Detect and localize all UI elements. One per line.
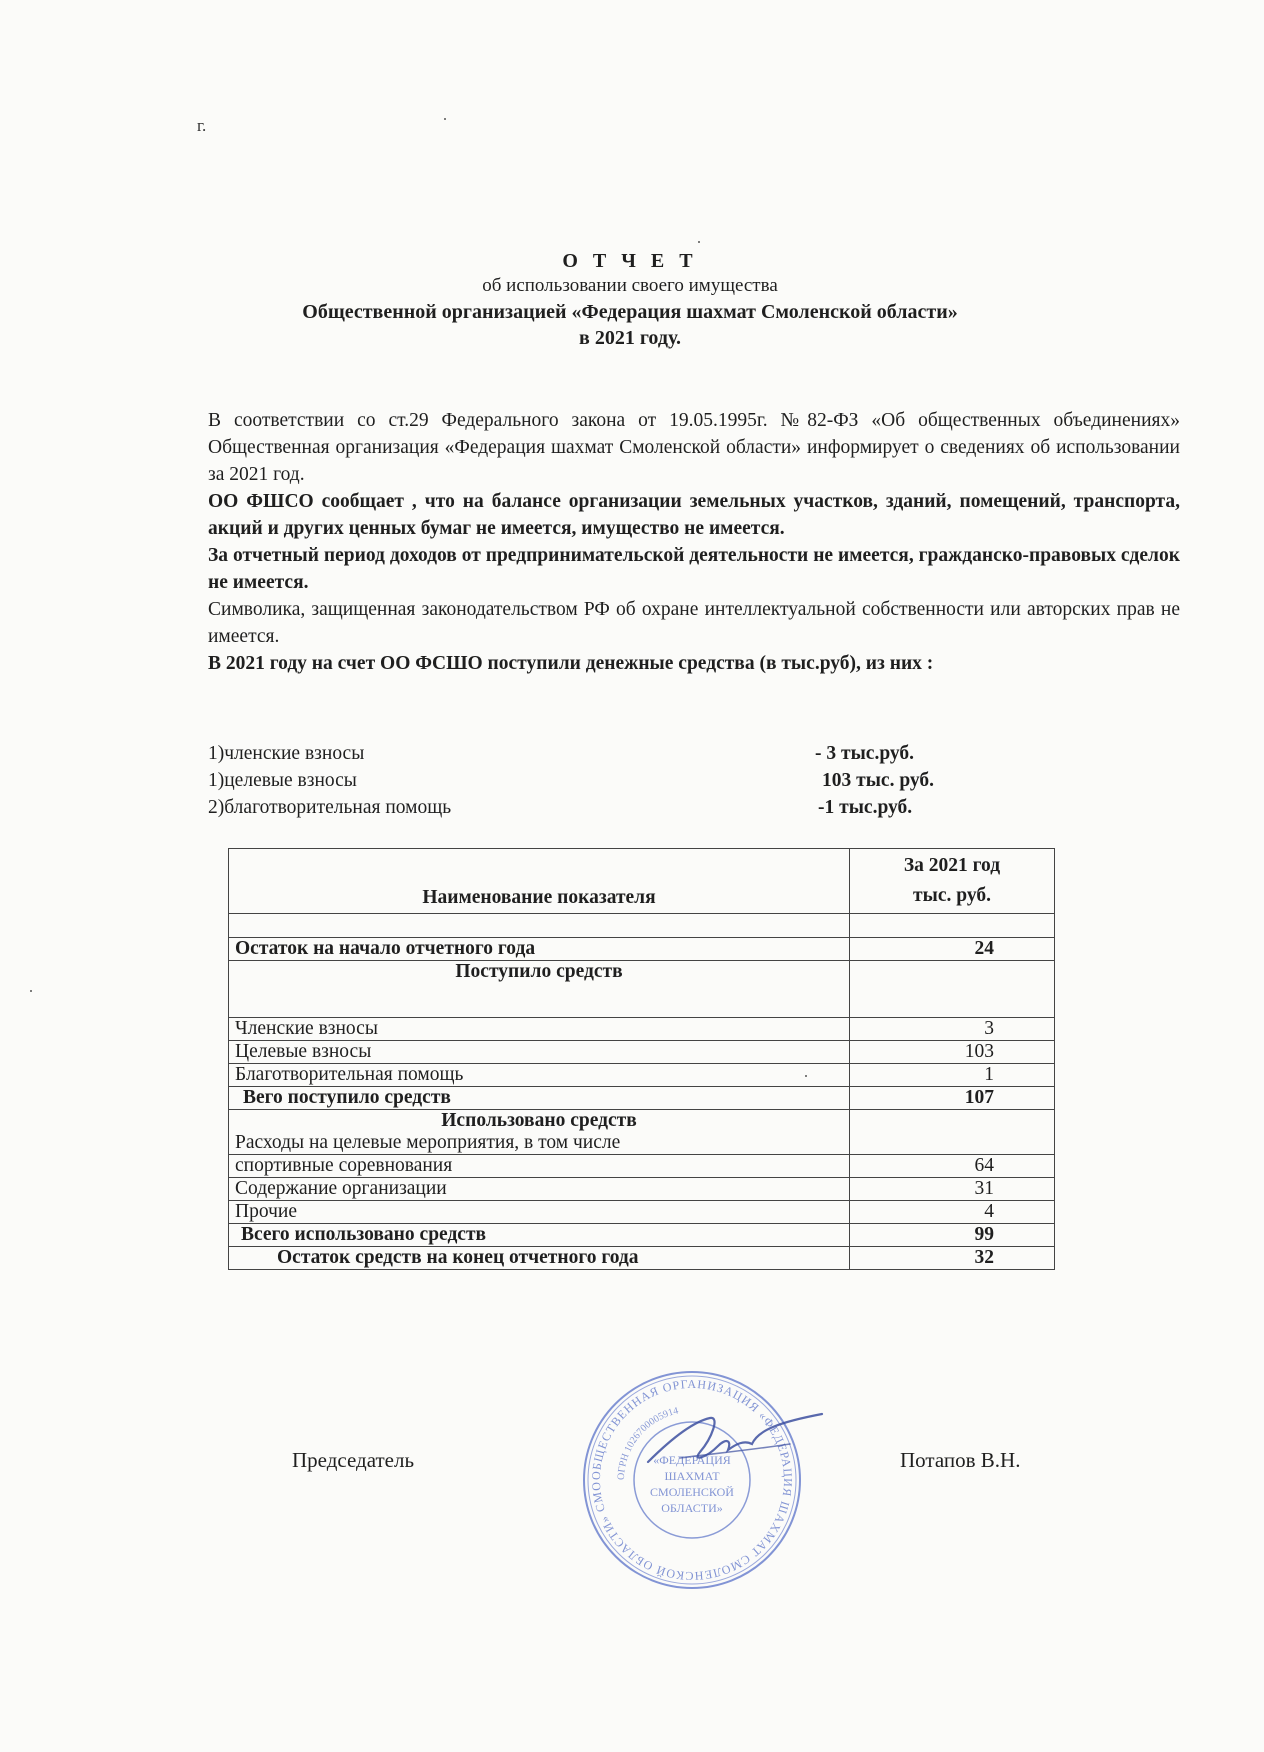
stamp-center-4: ОБЛАСТИ»	[661, 1501, 723, 1515]
stamp-outer-text: ОБЩЕСТВЕННАЯ ОРГАНИЗАЦИЯ «ФЕДЕРАЦИЯ ШАХМАТ СМОЛЕНСКОЙ ОБЛАСТИ» СМО	[588, 1376, 796, 1584]
row-value: 24	[850, 938, 1055, 961]
paragraph-legal-basis: В соответствии со ст.29 Федерального закона от 19.05.1995г. №82-ФЗ «Об общественных объединениях» Общественная организация «Федерация шахмат Смоленской области» информирует о сведениях об использовании за 2021 год.	[208, 410, 1180, 485]
row-label: Всего использовано средств	[229, 1224, 850, 1247]
paragraph-funds: В 2021 году на счет ОО ФСШО поступили денежные средства (в тыс.руб), из них :	[208, 653, 934, 674]
row-value: 103	[850, 1041, 1055, 1064]
table-header-row	[229, 849, 1055, 914]
title-line-3: в 2021 году.	[579, 327, 681, 349]
scan-speck	[30, 990, 32, 992]
table-section-row	[229, 961, 1055, 1018]
row-value: 99	[850, 1224, 1055, 1247]
row-value: 64	[850, 1155, 1055, 1178]
stamp-center-1: «ФЕДЕРАЦИЯ	[653, 1453, 731, 1467]
table-row	[229, 938, 1055, 961]
subsection-label: Расходы на целевые мероприятия, в том числе	[235, 1132, 621, 1153]
stamp-seal-icon	[572, 1360, 812, 1600]
corner-mark: г.	[197, 116, 207, 135]
row-value: 31	[850, 1178, 1055, 1201]
row-value: 4	[850, 1201, 1055, 1224]
income-item-amount: 103 тыс. руб.	[822, 770, 935, 791]
section-cell	[229, 1110, 850, 1155]
title-line-2: Общественной организацией «Федерация шахмат Смоленской области»	[302, 301, 958, 323]
table-row	[229, 1087, 1055, 1110]
table-section-row	[229, 1110, 1055, 1155]
table-row	[229, 1224, 1055, 1247]
report-body	[208, 407, 1180, 677]
table-row	[229, 1155, 1055, 1178]
section-label: Поступило средств	[229, 961, 850, 1018]
scan-speck	[444, 118, 446, 120]
scan-speck	[698, 241, 700, 243]
signatory-name: Потапов В.Н.	[900, 1448, 1021, 1472]
income-item	[208, 794, 968, 821]
paragraph-property: ОО ФШСО сообщает , что на балансе организации земельных участков, зданий, помещений, транспорта, акций и других ценных бумаг не имеется, имущество не имеется.	[208, 491, 1180, 539]
header-value-line2: тыс. руб.	[913, 885, 991, 906]
signatory-role: Председатель	[292, 1448, 415, 1472]
row-value: 32	[850, 1247, 1055, 1270]
paragraph-income: За отчетный период доходов от предпринимательской деятельности не имеется, гражданско-правовых сделок не имеется.	[208, 545, 1180, 593]
stamp-center-2: ШАХМАТ	[664, 1469, 720, 1483]
header-name: Наименование показателя	[422, 887, 656, 908]
section-label: Использовано средств	[441, 1110, 637, 1131]
row-label: спортивные соревнования	[229, 1155, 850, 1178]
income-item-label: 1)целевые взносы	[208, 770, 357, 791]
row-label: Вего поступило средств	[229, 1087, 850, 1110]
paragraph-symbols: Символика, защищенная законодательством РФ об охране интеллектуальной собственности или авторских прав не имеется.	[208, 599, 1180, 647]
title-line-1: об использовании своего имущества	[482, 275, 778, 296]
income-item	[208, 767, 968, 794]
stamp-center-3: СМОЛЕНСКОЙ	[650, 1485, 734, 1499]
table-row	[229, 1247, 1055, 1270]
report-title	[180, 249, 1080, 351]
row-label: Благотворительная помощь	[229, 1064, 850, 1087]
table-row	[229, 1018, 1055, 1041]
table-row	[229, 1178, 1055, 1201]
income-item-label: 2)благотворительная помощь	[208, 797, 452, 818]
title-heading: О Т Ч Е Т	[562, 250, 698, 272]
row-value: 1	[850, 1064, 1055, 1087]
table-row	[229, 1041, 1055, 1064]
header-name-cell	[229, 849, 850, 914]
income-item	[208, 740, 968, 767]
income-item-label: 1)членские взносы	[208, 743, 365, 764]
row-label: Членские взносы	[229, 1018, 850, 1041]
row-label: Прочие	[229, 1201, 850, 1224]
table-row	[229, 1201, 1055, 1224]
table-row	[229, 1064, 1055, 1087]
organization-stamp	[572, 1360, 812, 1605]
header-value-cell	[850, 849, 1055, 914]
table-row	[229, 914, 1055, 938]
handwritten-signature-icon	[640, 1400, 830, 1480]
row-value: 3	[850, 1018, 1055, 1041]
header-value-line1: За 2021 год	[903, 855, 1001, 876]
stamp-ogrn: ОГРН 1026700005914	[615, 1405, 680, 1481]
row-label: Остаток средств на конец отчетного года	[229, 1247, 850, 1270]
income-item-amount: -1 тыс.руб.	[818, 797, 913, 818]
financial-table	[228, 848, 1055, 1270]
row-label: Целевые взносы	[229, 1041, 850, 1064]
row-value: 107	[850, 1087, 1055, 1110]
income-item-amount: - 3 тыс.руб.	[815, 743, 915, 764]
row-label: Содержание организации	[229, 1178, 850, 1201]
row-label: Остаток на начало отчетного года	[229, 938, 850, 961]
